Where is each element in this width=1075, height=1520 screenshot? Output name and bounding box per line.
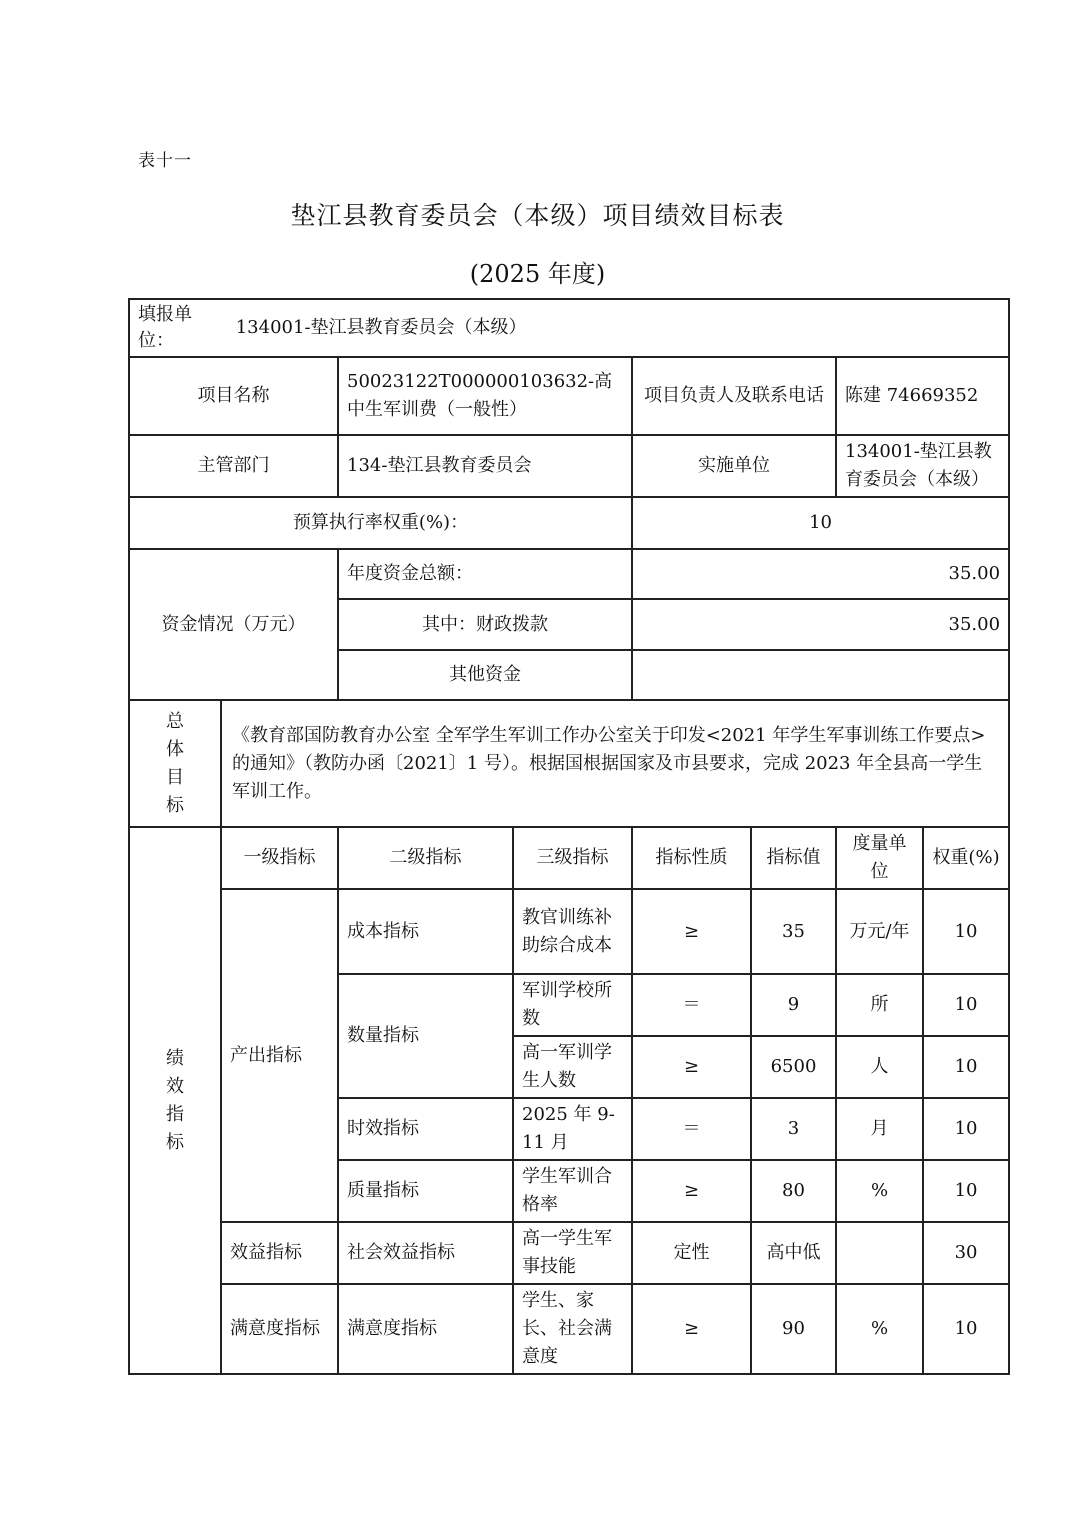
value-cell: 高中低 — [751, 1222, 836, 1284]
table-number: 表十一 — [138, 151, 192, 171]
weight-cell: 30 — [923, 1222, 1009, 1284]
value-cell: 35 — [751, 889, 836, 974]
level3-cell: 教官训练补助综合成本 — [513, 889, 632, 974]
value-cell: 80 — [751, 1160, 836, 1222]
weight-cell: 10 — [923, 1036, 1009, 1098]
weight-cell: 10 — [923, 889, 1009, 974]
header-value: 指标值 — [751, 827, 836, 889]
weight-cell: 10 — [923, 1160, 1009, 1222]
contact-value: 陈建 74669352 — [836, 357, 1009, 435]
budget-rate-label: 预算执行率权重(%)： — [129, 497, 632, 549]
impl-unit-label: 实施单位 — [632, 435, 836, 497]
funds-fiscal-value: 35.00 — [632, 599, 1009, 650]
level3-cell: 高一学生军事技能 — [513, 1222, 632, 1284]
dept-label: 主管部门 — [129, 435, 338, 497]
funds-total-value: 35.00 — [632, 549, 1009, 599]
level3-cell: 军训学校所数 — [513, 974, 632, 1036]
nature-cell: 定性 — [632, 1222, 751, 1284]
unit-cell: % — [836, 1284, 923, 1374]
level2-quality: 质量指标 — [338, 1160, 513, 1222]
funds-other-value — [632, 650, 1009, 700]
level2-time: 时效指标 — [338, 1098, 513, 1160]
nature-cell: ≥ — [632, 1284, 751, 1374]
level2-social: 社会效益指标 — [338, 1222, 513, 1284]
nature-cell: ≥ — [632, 1036, 751, 1098]
unit-cell: % — [836, 1160, 923, 1222]
header-level3: 三级指标 — [513, 827, 632, 889]
performance-target-table — [128, 298, 1010, 1375]
unit-cell — [836, 1222, 923, 1284]
value-cell: 90 — [751, 1284, 836, 1374]
nature-cell: ＝ — [632, 1098, 751, 1160]
weight-cell: 10 — [923, 1284, 1009, 1374]
table-row — [129, 1284, 1009, 1374]
value-cell: 3 — [751, 1098, 836, 1160]
impl-unit-value: 134001-垫江县教育委员会（本级） — [836, 435, 1009, 497]
funds-label: 资金情况（万元） — [129, 549, 338, 700]
contact-label: 项目负责人及联系电话 — [632, 357, 836, 435]
header-weight: 权重(%) — [923, 827, 1009, 889]
funds-total-label: 年度资金总额： — [338, 549, 632, 599]
level1-benefit: 效益指标 — [221, 1222, 338, 1284]
reporting-unit-label: 填报单位： — [138, 304, 192, 351]
page-subtitle: (2025 年度) — [469, 260, 606, 288]
header-level1: 一级指标 — [221, 827, 338, 889]
level2-quantity: 数量指标 — [338, 974, 513, 1098]
value-cell: 9 — [751, 974, 836, 1036]
value-cell: 6500 — [751, 1036, 836, 1098]
level1-satisfaction: 满意度指标 — [221, 1284, 338, 1374]
weight-cell: 10 — [923, 974, 1009, 1036]
unit-cell: 月 — [836, 1098, 923, 1160]
header-unit: 度量单位 — [836, 827, 923, 889]
unit-cell: 所 — [836, 974, 923, 1036]
overall-goal-text: 《教育部国防教育办公室 全军学生军训工作办公室关于印发<2021 年学生军事训练工作要点>的通知》（教防办函〔2021〕1 号）。根据国根据国家及市县要求，完成 2023 年全县高一学生军训工作。 — [221, 700, 1009, 827]
level3-cell: 学生军训合格率 — [513, 1160, 632, 1222]
header-nature: 指标性质 — [632, 827, 751, 889]
funds-fiscal-label: 其中：财政拨款 — [338, 599, 632, 650]
table-row — [129, 1222, 1009, 1284]
header-level2: 二级指标 — [338, 827, 513, 889]
level2-cost: 成本指标 — [338, 889, 513, 974]
dept-value: 134-垫江县教育委员会 — [338, 435, 632, 497]
project-name-value: 50023122T000000103632-高中生军训费（一般性） — [338, 357, 632, 435]
table-row — [129, 889, 1009, 974]
level1-output: 产出指标 — [221, 889, 338, 1222]
weight-cell: 10 — [923, 1098, 1009, 1160]
level3-cell: 高一军训学生人数 — [513, 1036, 632, 1098]
performance-indicators-label: 绩 效 指 标 — [129, 827, 221, 1374]
overall-goal-label: 总 体 目 标 — [129, 700, 221, 827]
nature-cell: ＝ — [632, 974, 751, 1036]
unit-cell: 人 — [836, 1036, 923, 1098]
reporting-unit-value: 134001-垫江县教育委员会（本级） — [235, 317, 527, 338]
page-title: 垫江县教育委员会（本级）项目绩效目标表 — [290, 201, 785, 230]
level3-cell: 学生、家长、社会满意度 — [513, 1284, 632, 1374]
level3-cell: 2025 年 9-11 月 — [513, 1098, 632, 1160]
project-name-label: 项目名称 — [129, 357, 338, 435]
budget-rate-value: 10 — [632, 497, 1009, 549]
unit-cell: 万元/年 — [836, 889, 923, 974]
level2-satisfaction: 满意度指标 — [338, 1284, 513, 1374]
nature-cell: ≥ — [632, 889, 751, 974]
funds-other-label: 其他资金 — [338, 650, 632, 700]
reporting-unit-row — [129, 299, 1009, 357]
nature-cell: ≥ — [632, 1160, 751, 1222]
